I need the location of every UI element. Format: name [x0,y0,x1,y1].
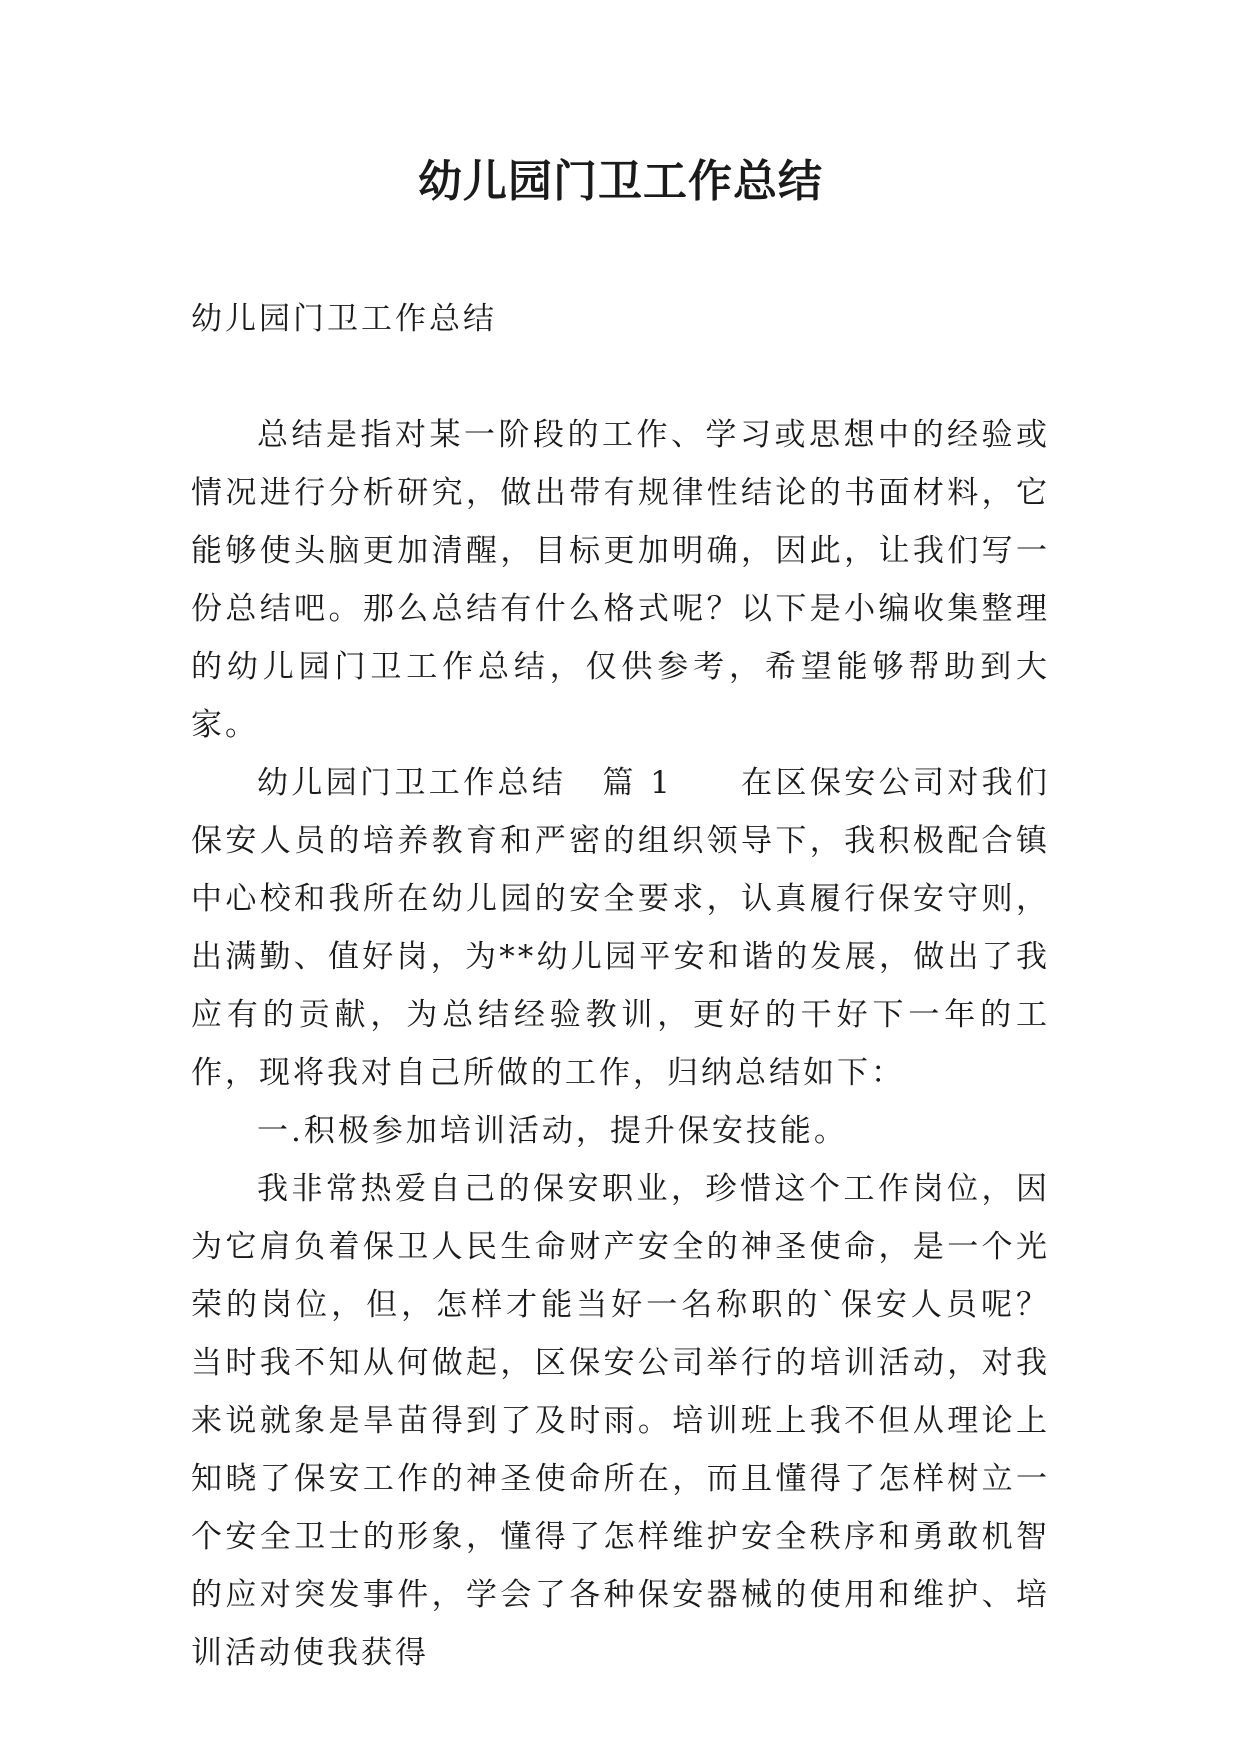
section-heading: 幼儿园门卫工作总结 [257,765,567,801]
document-body [191,290,1050,1682]
section-label: 篇 1 [602,765,673,801]
document-subtitle: 幼儿园门卫工作总结 [191,301,497,337]
intro-paragraph: 总结是指对某一阶段的工作、学习或思想中的经验或情况进行分析研究，做出带有规律性结论的书面材料，它能够使头脑更加清醒，目标更加明确，因此，让我们写一份总结吧。那么总结有什么格式呢？以下是小编收集整理的幼儿园门卫工作总结，仅供参考，希望能够帮助到大家。 [191,417,1050,743]
section-paragraph [191,754,1050,1102]
point-one-heading: 一.积极参加培训活动，提升保安技能。 [257,1113,848,1149]
document-title: 幼儿园门卫工作总结 [418,156,823,207]
section-text: 在区保安公司对我们保安人员的培养教育和严密的组织领导下，我积极配合镇中心校和我所在幼儿园的安全要求，认真履行保安守则，出满勤、值好岗，为**幼儿园平安和谐的发展，做出了我应有的贡献，为总结经验教训，更好的干好下一年的工作，现将我对自己所做的工作，归纳总结如下： [191,765,1051,1091]
body-paragraph: 我非常热爱自己的保安职业，珍惜这个工作岗位，因为它肩负着保卫人民生命财产安全的神圣使命，是一个光荣的岗位，但，怎样才能当好一名称职的`保安人员呢？当时我不知从何做起，区保安公司举行的培训活动，对我来说就象是旱苗得到了及时雨。培训班上我不但从理论上知晓了保安工作的神圣使命所在，而且懂得了怎样树立一个安全卫士的形象，懂得了怎样维护安全秩序和勇敢机智的应对突发事件，学会了各种保安器械的使用和维护、培训活动使我获得 [191,1171,1050,1671]
